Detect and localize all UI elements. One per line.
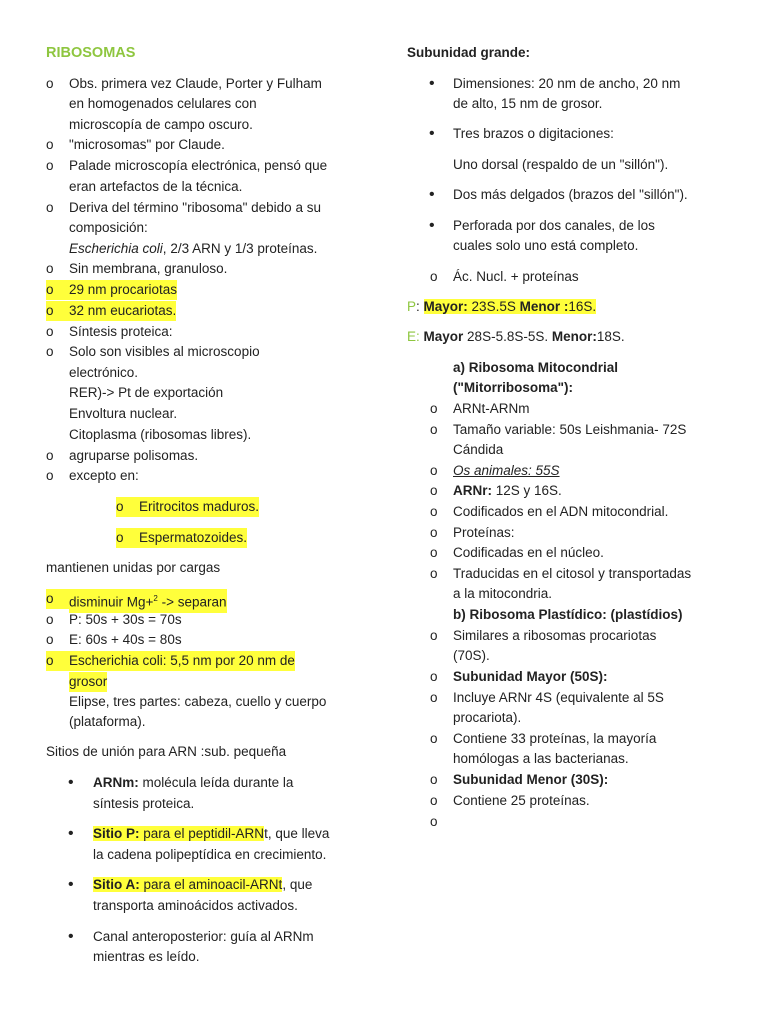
bullet-line: Perforada por dos canales, de los [453,218,655,233]
e-summary-line: E: Mayor 28S-5.8S-5S. Menor:18S. [407,329,625,344]
document-title: RIBOSOMAS [46,45,136,61]
bullet: • [429,75,435,92]
list-item-line: Citoplasma (ribosomas libres). [69,427,252,442]
section-heading: Subunidad grande: [407,45,530,60]
sub-list-marker: o [116,528,139,548]
list-item-line: eran artefactos de la técnica. [69,179,243,194]
list-item-line: "microsomas" por Claude. [69,137,225,152]
composition-line: Escherichia coli, 2/3 ARN y 1/3 proteínas. [69,241,318,256]
list-item-line: electrónico. [69,365,139,380]
list-item-line: Proteínas: [453,525,515,540]
list-marker: o [430,422,438,437]
highlighted-sub-item: Espermatozoides. [139,528,247,548]
list-item-line: Contiene 33 proteínas, la mayoría [453,731,657,746]
list-item-line: Obs. primera vez Claude, Porter y Fulham [69,76,322,91]
highlighted-item: 32 nm eucariotas. [69,301,176,321]
list-marker: o [430,690,438,705]
list-item-line: Codificados en el ADN mitocondrial. [453,504,669,519]
list-item-line: agruparse polisomas. [69,448,199,463]
bullet: • [429,186,435,203]
list-marker: o [46,301,69,321]
highlighted-item: grosor [69,672,107,692]
list-marker: o [430,814,438,829]
highlighted-item: 29 nm procariotas [69,280,177,300]
list-item-line: Síntesis proteica: [69,324,173,339]
list-marker: o [46,651,69,671]
list-item-line: Cándida [453,442,504,457]
list-item-line: E: 60s + 40s = 80s [69,632,182,647]
list-item-line: Os animales: 55S [453,463,560,478]
list-item-line: Deriva del término "ribosoma" debido a su [69,200,321,215]
list-item-line: Ác. Nucl. + proteínas [453,269,579,284]
bullet-line: ARNm: molécula leída durante la [93,775,294,790]
subsection-title: a) Ribosoma Mitocondrial [453,360,619,375]
list-marker: o [430,504,438,519]
bullet-line: síntesis proteica. [93,796,195,811]
bullet: • [429,125,435,142]
list-marker: o [430,793,438,808]
list-marker: o [46,324,54,339]
list-marker: o [430,483,438,498]
list-item-line: (70S). [453,648,490,663]
list-marker: o [430,566,438,581]
list-item-line: Subunidad Mayor (50S): [453,669,608,684]
list-item-line: excepto en: [69,468,139,483]
bullet-line: Dos más delgados (brazos del "sillón"). [453,187,688,202]
bullet: • [429,217,435,234]
list-marker: o [430,772,438,787]
list-marker: o [430,669,438,684]
bullet-line: Canal anteroposterior: guía al ARNm [93,929,314,944]
list-item-line: Solo son visibles al microscopio [69,344,260,359]
list-item-line: Elipse, tres partes: cabeza, cuello y cuerpo [69,694,327,709]
list-item-line: ARNt-ARNm [453,401,530,416]
bullet-line: Tres brazos o digitaciones: [453,126,614,141]
list-marker: o [430,545,438,560]
list-item-line: Incluye ARNr 4S (equivalente al 5S [453,690,664,705]
list-item-line: Tamaño variable: 50s Leishmania- 72S [453,422,687,437]
list-marker: o [46,158,54,173]
bullet-line: Uno dorsal (respaldo de un "sillón"). [453,157,669,172]
list-item-line: Traducidas en el citosol y transportadas [453,566,692,581]
list-marker: o [46,612,54,627]
bullet: • [68,825,74,842]
bullet-line: Sitio A: para el aminoacil-ARNt, que [93,877,313,892]
list-marker: o [430,731,438,746]
bullet: • [68,876,74,893]
bullet-line: mientras es leído. [93,949,200,964]
bullet-line: la cadena polipeptídica en crecimiento. [93,847,327,862]
p-summary-line: P: Mayor: 23S.5S Menor :16S. [407,299,597,314]
list-item-line: ARNr: 12S y 16S. [453,483,562,498]
list-marker: o [46,589,69,609]
list-item-line: Palade microscopía electrónica, pensó que [69,158,328,173]
subsection-title: ("Mitorribosoma"): [453,380,574,395]
bullet-line: Sitio P: para el peptidil-ARNt, que lleva [93,826,330,841]
list-marker: o [46,632,54,647]
list-item-line: procariota). [453,710,522,725]
bullet-line: Dimensiones: 20 nm de ancho, 20 nm [453,76,681,91]
list-marker: o [46,261,54,276]
list-marker: o [46,137,54,152]
bullet-line: transporta aminoácidos activados. [93,898,298,913]
list-item-line: RER)-> Pt de exportación [69,385,224,400]
list-marker: o [46,344,54,359]
list-item-line: Contiene 25 proteínas. [453,793,590,808]
list-item-line: a la mitocondria. [453,586,553,601]
bullet: • [68,928,74,945]
list-item-line: composición: [69,220,148,235]
list-marker: o [46,468,54,483]
list-item-line: Similares a ribosomas procariotas [453,628,657,643]
list-item-line: homólogas a las bacterianas. [453,751,629,766]
list-item-line: Subunidad Menor (30S): [453,772,609,787]
bullet-line: de alto, 15 nm de grosor. [453,96,603,111]
bullet: • [68,774,74,791]
list-item-line: Codificadas en el núcleo. [453,545,604,560]
list-marker: o [430,525,438,540]
list-item-line: Sin membrana, granuloso. [69,261,228,276]
list-item-line: (plataforma). [69,714,146,729]
list-marker: o [46,448,54,463]
section-heading: Sitios de unión para ARN :sub. pequeña [46,744,287,759]
sub-list-marker: o [116,497,139,517]
list-item-line: Envoltura nuclear. [69,406,178,421]
highlighted-sub-item: Eritrocitos maduros. [139,497,259,517]
list-marker: o [46,200,54,215]
list-marker: o [430,628,438,643]
highlighted-item: Escherichia coli: 5,5 nm por 20 nm de [69,651,295,671]
list-item-line: en homogenados celulares con [69,96,257,111]
highlighted-item: disminuir Mg+$^2$ -> separan [69,589,227,613]
list-marker: o [46,76,54,91]
list-marker: o [430,463,438,478]
subsection-title: b) Ribosoma Plastídico: (plastídios) [453,607,683,622]
list-item-line: P: 50s + 30s = 70s [69,612,182,627]
paragraph: mantienen unidas por cargas [46,560,221,575]
list-item-line: microscopía de campo oscuro. [69,117,253,132]
list-marker: o [46,280,69,300]
list-marker: o [430,401,438,416]
list-marker: o [430,269,438,284]
bullet-line: cuales solo uno está completo. [453,238,639,253]
